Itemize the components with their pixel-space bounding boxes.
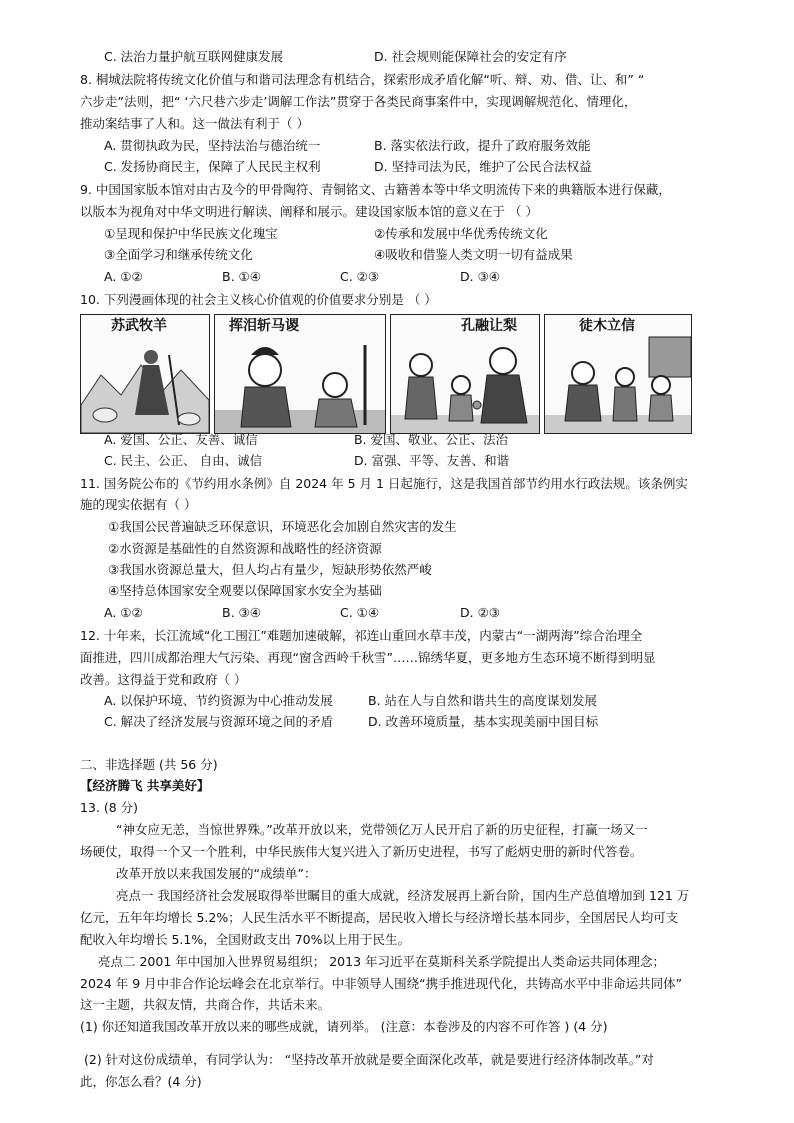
text-line-l1: C. 法治力量护航互联网健康发展 <box>104 49 284 64</box>
text-line-l16: 10. 下列漫画体现的社会主义核心价值观的价值要求分别是 （ ） <box>80 292 437 307</box>
comic-panel-2 <box>214 314 386 434</box>
text-line-l18: B. 爱国、敬业、公正、法治 <box>354 432 509 447</box>
text-line-l39: 改革开放以来我国发展的“成绩单”： <box>116 866 317 881</box>
text-line-l9: D. 坚持司法为民，维护了公民合法权益 <box>374 159 592 174</box>
text-line-l42: 配收入年均增长 5.1%，全国财政支出 70%以上用于民生。 <box>80 932 410 947</box>
comic-title-3: 孔融让梨 <box>461 318 517 334</box>
option-q9d: D. ③④ <box>460 269 500 284</box>
text-line-l2: D. 社会规则能保障社会的安定有序 <box>374 49 567 64</box>
text-line-l40: 亮点一 我国经济社会发展取得举世瞩目的重大成就，经济发展再上新台阶，国内生产总值增加到 121 万 <box>116 888 690 903</box>
text-line-l41: 亿元，五年年均增长 5.2%；人民生活水平不断提高，居民收入增长与经济增长基本同步，全国居民人均可支 <box>80 910 679 925</box>
comic-strip <box>80 314 690 432</box>
text-line-l23: ①我国公民普遍缺乏环保意识，环境恶化会加剧自然灾害的发生 <box>108 519 457 534</box>
option-q9c: C. ②③ <box>340 269 380 284</box>
option-q11b: B. ③④ <box>222 605 261 620</box>
text-line-l33: D. 改善环境质量，基本实现美丽中国目标 <box>368 714 599 729</box>
text-line-l20: D. 富强、平等、友善、和谐 <box>354 453 510 468</box>
text-line-l31: B. 站在人与自然和谐共生的高度谋划发展 <box>368 693 598 708</box>
text-line-l47: (2) 针对这份成绩单，有同学认为： “坚持改革开放就是要全面深化改革，就是要进行经济体制改革。”对 <box>84 1052 654 1067</box>
text-line-l43: 亮点二 2001 年中国加入世界贸易组织； 2013 年习近平在莫斯科关系学院提出人类命运共同体理念； <box>98 954 666 969</box>
text-line-l6: A. 贯彻执政为民，坚持法治与德治统一 <box>104 138 321 153</box>
text-line-l11: 以版本为视角对中华文明进行解读、阐释和展示。建设国家版本馆的意义在于 （ ） <box>80 204 538 219</box>
text-line-l30: A. 以保护环境、节约资源为中心推动发展 <box>104 693 333 708</box>
text-line-l15: ④吸收和借鉴人类文明一切有益成果 <box>374 247 573 262</box>
comic-title-1: 苏武牧羊 <box>111 318 167 334</box>
comic-panel-1 <box>80 314 210 434</box>
text-line-l34: 二、非选择题 (共 56 分) <box>80 757 218 772</box>
text-line-l45: 这一主题，共叙友情，共商合作，共话未来。 <box>80 997 331 1012</box>
text-line-l19: C. 民主、公正、 自由、诚信 <box>104 453 263 468</box>
option-q11a: A. ①② <box>104 605 143 620</box>
comic-panel-4 <box>544 314 692 434</box>
text-line-l36: 13. (8 分) <box>80 800 139 815</box>
text-line-l7: B. 落实依法行政，提升了政府服务效能 <box>374 138 591 153</box>
text-line-l8: C. 发扬协商民主，保障了人民民主权利 <box>104 159 321 174</box>
text-line-l32: C. 解决了经济发展与资源环境之间的矛盾 <box>104 714 334 729</box>
text-line-l22: 施的现实依据有（ ） <box>80 497 197 512</box>
text-line-l3: 8. 桐城法院将传统文化价值与和谐司法理念有机结合，探索形成矛盾化解“听、辩、劝、借、让、和” “ <box>80 72 645 87</box>
text-line-l5: 推动案结事了人和。这一做法有利于（ ） <box>80 116 309 131</box>
text-line-l12: ①呈现和保护中华民族文化瑰宝 <box>104 226 278 241</box>
text-line-l4: 六步走”法则，把“ ‘六尺巷六步走’调解工作法”贯穿于各类民商事案件中，实现调解规范化、情理化， <box>80 94 637 109</box>
text-line-l24: ②水资源是基础性的自然资源和战略性的经济资源 <box>108 541 382 556</box>
comic-panel-3 <box>390 314 540 434</box>
text-line-l14: ③全面学习和继承传统文化 <box>104 247 253 262</box>
text-line-l26: ④坚持总体国家安全观要以保障国家水安全为基础 <box>108 583 382 598</box>
option-q9b: B. ①④ <box>222 269 261 284</box>
option-q11d: D. ②③ <box>460 605 500 620</box>
text-line-l21: 11. 国务院公布的《节约用水条例》自 2024 年 5 月 1 日起施行，这是我国首部节约用水行政法规。该条例实 <box>80 476 688 491</box>
comic-title-2: 挥泪斩马谡 <box>229 318 299 334</box>
option-q9a: A. ①② <box>104 269 143 284</box>
option-q11c: C. ①④ <box>340 605 380 620</box>
text-line-l38: 场硬仗，取得一个又一个胜利，中华民族伟大复兴进入了新历史进程，书写了彪炳史册的新时代答卷。 <box>80 844 643 859</box>
text-line-l13: ②传承和发展中华优秀传统文化 <box>374 226 548 241</box>
text-line-l27: 12. 十年来，长江流域“化工围江”难题加速破解，祁连山重回水草丰茂，内蒙古“一湖两海”综合治理全 <box>80 628 643 643</box>
comic-title-4: 徒木立信 <box>579 318 635 334</box>
text-line-l37: “神女应无恙，当惊世界殊。”改革开放以来，党带领亿万人民开启了新的历史征程，打赢一场又一 <box>116 822 648 837</box>
text-line-l44: 2024 年 9 月中非合作论坛峰会在北京举行。中非领导人围绕“携手推进现代化，共铸高水平中非命运共同体” <box>80 976 683 991</box>
text-line-l28: 面推进，四川成都治理大气污染、再现“窗含西岭千秋雪”……锦绣华夏，更多地方生态环境不断得到明显 <box>80 650 656 665</box>
text-line-l25: ③我国水资源总量大，但人均占有量少，短缺形势依然严峻 <box>108 562 432 577</box>
text-line-l35: 【经济腾飞 共享美好】 <box>80 778 210 793</box>
text-line-l10: 9. 中国国家版本馆对由古及今的甲骨陶符、青铜铭文、古籍善本等中华文明流传下来的典籍版本进行保藏， <box>80 182 671 197</box>
text-line-l17: A. 爱国、公正、友善、诚信 <box>104 432 258 447</box>
text-line-l48: 此，你怎么看？(4 分) <box>80 1074 202 1089</box>
text-line-l29: 改善。这得益于党和政府（ ） <box>80 672 247 687</box>
text-line-l46: (1) 你还知道我国改革开放以来的哪些成就，请列举。 (注意：本卷涉及的内容不可作答 ) (4 分) <box>80 1019 608 1034</box>
